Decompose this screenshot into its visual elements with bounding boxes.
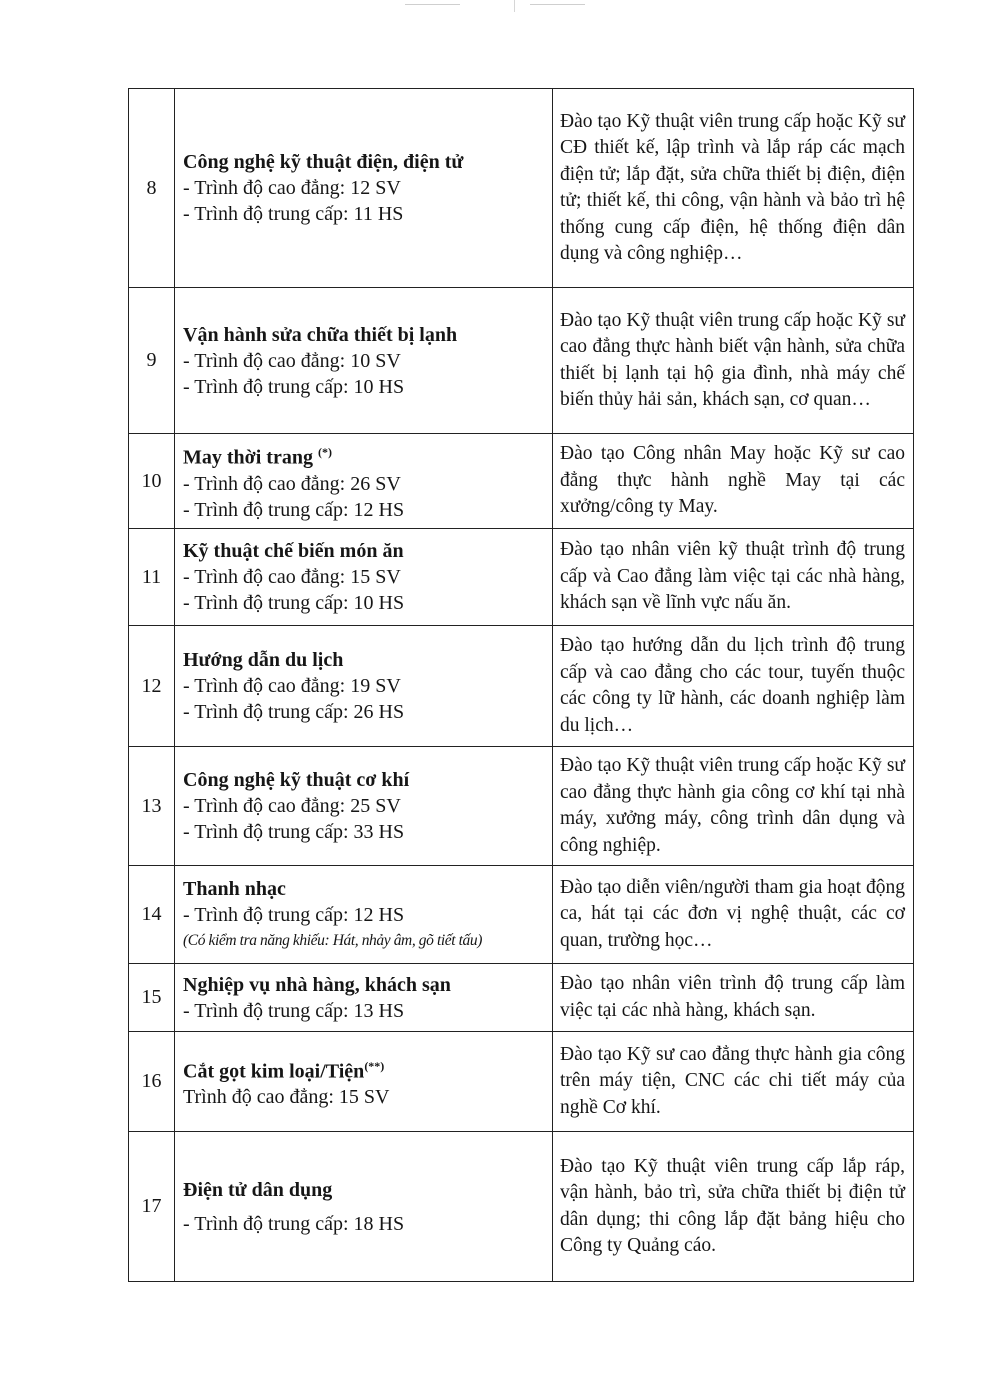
program-cell [175,964,553,1032]
program-cell [175,866,553,964]
program-level: - Trình độ trung cấp: 10 HS [183,375,405,398]
program-level: - Trình độ trung cấp: 13 HS [183,999,405,1022]
row-number: 17 [129,1132,175,1282]
program-description: Đào tạo Kỹ thuật viên trung cấp lắp ráp, vận hành, bảo trì, sửa chữa thiết bị điện tử dân dụng; thi công lắp đặt bảng hiệu cho Công ty Quảng cáo. [553,1132,914,1282]
table-row [129,964,914,1032]
table-row [129,434,914,529]
program-title: Kỹ thuật chế biến món ăn [183,540,404,562]
program-cell [175,529,553,626]
program-description: Đào tạo Kỹ thuật viên trung cấp hoặc Kỹ sư cao đẳng thực hành gia công cơ khí tại nhà máy, xưởng máy, công trình dân dụng và công nghiệp. [553,747,914,866]
program-level: - Trình độ trung cấp: 12 HS [183,903,405,926]
row-number: 11 [129,529,175,626]
program-level: - Trình độ trung cấp: 12 HS [183,498,405,521]
table-row [129,1032,914,1132]
program-level: - Trình độ trung cấp: 18 HS [183,1212,405,1235]
program-title: Công nghệ kỹ thuật điện, điện tử [183,151,464,173]
program-description: Đào tạo Kỹ thuật viên trung cấp hoặc Kỹ sư CĐ thiết kế, lập trình và lắp ráp các mạch điện tử; lắp đặt, sửa chữa thiết bị điện, điện tử; thiết kế, thi công, vận hành và bảo trì hệ thống cung cấp điện, hệ thống điện dân dụng và công nghiệp… [553,89,914,288]
program-title: Cắt gọt kim loại/Tiện(**) [183,1058,385,1083]
program-level: - Trình độ cao đẳng: 12 SV [183,177,401,199]
program-title: Vận hành sửa chữa thiết bị lạnh [183,323,458,346]
spacer [183,1203,546,1211]
table-row [129,529,914,626]
program-level: - Trình độ cao đẳng: 15 SV [183,566,401,588]
program-title: Nghiệp vụ nhà hàng, khách sạn [183,973,451,996]
program-level: - Trình độ trung cấp: 26 HS [183,701,405,723]
program-level: - Trình độ trung cấp: 33 HS [183,821,405,843]
row-number: 12 [129,626,175,747]
aptitude-test-note: (Có kiểm tra năng khiếu: Hát, nhảy âm, gõ tiết tấu) [183,931,483,949]
program-description: Đào tạo Kỹ sư cao đẳng thực hành gia công trên máy tiện, CNC các chi tiết máy của nghề Cơ khí. [553,1032,914,1132]
program-title: May thời trang (*) [183,445,332,469]
program-level: - Trình độ trung cấp: 11 HS [183,203,404,225]
program-table [128,88,914,1282]
program-description: Đào tạo diễn viên/người tham gia hoạt động ca, hát tại các đơn vị nghệ thuật, các cơ quan, trường học… [553,866,914,964]
program-cell [175,89,553,288]
table-row [129,747,914,866]
footnote-marker: (*) [317,445,332,460]
row-number: 16 [129,1032,175,1132]
row-number: 13 [129,747,175,866]
row-number: 10 [129,434,175,529]
program-description: Đào tạo Kỹ thuật viên trung cấp hoặc Kỹ sư cao đẳng thực hành biết vận hành, sửa chữa thiết bị lạnh tại hộ gia đình, nhà máy chế biến thủy hải sản, khách sạn, cơ quan… [553,288,914,434]
program-title: Thanh nhạc [183,877,286,900]
program-cell [175,626,553,747]
program-level: - Trình độ cao đẳng: 25 SV [183,795,401,817]
table-row [129,1132,914,1282]
program-cell [175,1132,553,1282]
program-title: Hướng dẫn du lịch [183,649,344,671]
program-cell [175,1032,553,1132]
program-title: Điện tử dân dụng [183,1178,333,1201]
program-description: Đào tạo Công nhân May hoặc Kỹ sư cao đẳng thực hành nghề May tại các xưởng/công ty May. [553,434,914,529]
program-level: Trình độ cao đẳng: 15 SV [183,1086,390,1109]
row-number: 8 [129,89,175,288]
program-table-body [129,89,914,1282]
row-number: 15 [129,964,175,1032]
program-level: - Trình độ trung cấp: 10 HS [183,592,405,614]
program-description: Đào tạo nhân viên trình độ trung cấp làm việc tại các nhà hàng, khách sạn. [553,964,914,1032]
program-level: - Trình độ cao đẳng: 26 SV [183,472,401,495]
table-row [129,288,914,434]
program-title: Công nghệ kỹ thuật cơ khí [183,769,410,791]
table-row [129,866,914,964]
program-cell [175,747,553,866]
row-number: 14 [129,866,175,964]
scan-artifacts [0,0,1000,20]
footnote-marker: (**) [364,1058,385,1073]
program-level: - Trình độ cao đẳng: 10 SV [183,349,401,372]
program-cell [175,288,553,434]
program-description: Đào tạo hướng dẫn du lịch trình độ trung cấp và cao đẳng cho các tour, tuyến thuộc các công ty lữ hành, các doanh nghiệp làm du lịch… [553,626,914,747]
program-cell [175,434,553,529]
row-number: 9 [129,288,175,434]
table-row [129,89,914,288]
program-description: Đào tạo nhân viên kỹ thuật trình độ trung cấp và Cao đẳng làm việc tại các nhà hàng, khách sạn về lĩnh vực nấu ăn. [553,529,914,626]
program-level: - Trình độ cao đẳng: 19 SV [183,675,401,697]
table-row [129,626,914,747]
